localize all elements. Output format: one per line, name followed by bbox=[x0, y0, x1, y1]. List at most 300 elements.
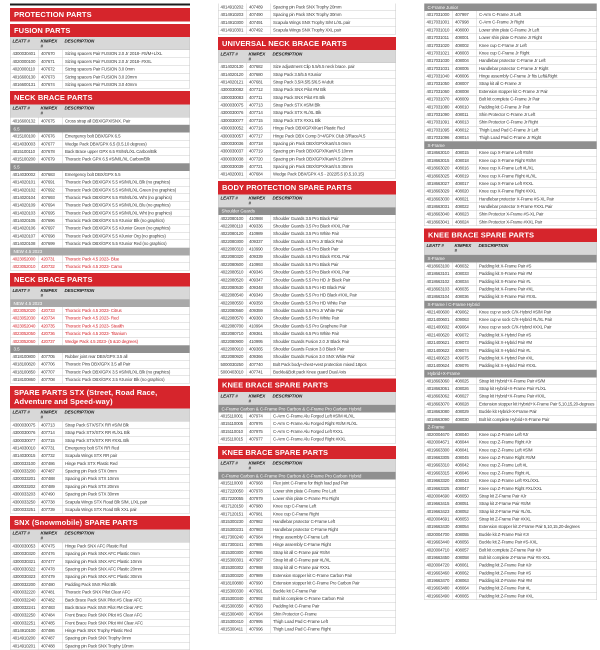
part-row bbox=[11, 171, 190, 179]
part-row bbox=[425, 477, 597, 485]
desc-cell: Shoulder Guards 5.5 Pro Jr White Pair bbox=[271, 307, 396, 314]
part-row bbox=[425, 57, 597, 65]
kimpex-cell: 409075 bbox=[453, 354, 477, 361]
desc-cell: Spacing pin Pack DBX/GPX/Kart/4.5 0mm bbox=[271, 140, 396, 147]
leatt-cell: 4014910301 bbox=[219, 27, 247, 34]
leatt-cell: 4023052030 bbox=[11, 315, 39, 322]
leatt-cell: 4022080700 bbox=[219, 322, 247, 329]
group-subheader: X-Frame / C-Frame Hybrid bbox=[424, 301, 597, 309]
kimpex-cell: 407693 bbox=[39, 194, 63, 201]
desc-cell: Strap Pack 3.5/5.5 #Junior bbox=[271, 71, 396, 78]
desc-cell: Knee cup C-Frame Right bbox=[271, 510, 396, 517]
kimpex-cell: 407489 bbox=[39, 483, 63, 490]
leatt-cell: 4022080900 bbox=[219, 338, 247, 345]
desc-cell: Shoulder Guards 5.5 Pro HD Black #XXL Pair bbox=[271, 292, 396, 299]
kimpex-cell: 408023 bbox=[453, 211, 477, 218]
desc-cell: Spacing pin Pack SNX AFC Plastic 20mm bbox=[63, 566, 190, 573]
column-header-cell: KIMPEX # bbox=[39, 287, 63, 300]
kimpex-cell: 407684 bbox=[247, 171, 271, 178]
desc-cell: Shoulder Guards 5.5 Pro Black Pair bbox=[271, 261, 396, 268]
kimpex-cell: 407977 bbox=[247, 436, 271, 443]
kimpex-cell: 407675 bbox=[39, 117, 63, 124]
column-header-cell: KIMPEX # bbox=[39, 37, 63, 50]
leatt-cell: 4017120150 bbox=[219, 503, 247, 510]
desc-cell: Shoulder Guards 4.5 Pro Black Pair bbox=[271, 246, 396, 253]
part-row bbox=[219, 155, 396, 163]
kimpex-cell: 407483 bbox=[39, 604, 63, 611]
desc-cell: Padding kit C-Frame Jr Pair bbox=[477, 103, 597, 110]
desc-cell: Buckle kit Z-Frame Pair #Jr bbox=[477, 531, 597, 538]
table-body bbox=[10, 171, 190, 248]
part-row bbox=[11, 573, 190, 581]
leatt-cell: 4017031060 bbox=[425, 88, 453, 95]
part-row bbox=[219, 19, 396, 27]
group-subheader: 3.5 bbox=[10, 345, 190, 353]
leatt-cell: 4300030320 bbox=[11, 550, 39, 557]
leatt-cell: 4015300330 bbox=[219, 587, 247, 594]
leatt-cell: 4021400600 bbox=[425, 308, 453, 315]
desc-cell: Strap Pack STX/STX RR #L/XL Blk bbox=[63, 429, 190, 436]
desc-cell: Shin Protector X-Frame #S-XL Pair bbox=[477, 211, 597, 218]
leatt-cell: 4300033203 bbox=[11, 491, 39, 498]
part-row bbox=[219, 253, 396, 261]
leatt-cell: 4022080310 bbox=[219, 246, 247, 253]
desc-cell: Thoracic Pack 4.5 2023- Red bbox=[63, 315, 190, 322]
desc-cell: Back Brace Pack SNX Pilot #S Clear AFC bbox=[63, 596, 190, 603]
leatt-cell: 4017031031 bbox=[425, 65, 453, 72]
part-row bbox=[425, 416, 597, 424]
leatt-cell: 4022080100 bbox=[219, 215, 247, 222]
table-header-row bbox=[218, 459, 396, 472]
desc-cell: Strap kit all C-Frame pair #S/M bbox=[271, 549, 396, 556]
kimpex-cell: 408028 bbox=[453, 400, 477, 407]
desc-cell: C-Arm C-Frame Alu Forged Left #S/M #L/XL bbox=[271, 413, 396, 420]
part-row bbox=[425, 188, 597, 196]
leatt-cell: 4022080510 bbox=[219, 269, 247, 276]
desc-cell: Front Brace Pack SNX Pilot #M Clear AFC bbox=[63, 619, 190, 626]
kimpex-cell: 407714 bbox=[247, 109, 271, 116]
leatt-cell: 4018663101 bbox=[425, 270, 453, 277]
leatt-cell: 4019663310 bbox=[425, 462, 453, 469]
leatt-cell: 4019663300 bbox=[425, 446, 453, 453]
desc-cell: Shoulder Guards 5.5 Pro HD Jr Black Pair bbox=[271, 276, 396, 283]
kimpex-cell: 408024 bbox=[453, 218, 477, 225]
part-row bbox=[11, 202, 190, 210]
leatt-cell: 4015300302 bbox=[219, 564, 247, 571]
leatt-cell: 4300032241 bbox=[11, 604, 39, 611]
column-header-cell: LEATT # bbox=[425, 242, 453, 255]
column-header-cell: LEATT # bbox=[11, 104, 39, 117]
desc-cell: Spacing pin Pack DBX/GPX/Kart/4.5 30mm bbox=[271, 163, 396, 170]
desc-cell: Thoracic Pack DBX/GPX 5.5 #Junior Blk (no graphics) bbox=[63, 217, 190, 224]
desc-cell: Thoracic Pack 4.5 2023- Stealth bbox=[63, 322, 190, 329]
kimpex-cell: 408033 bbox=[453, 270, 477, 277]
kimpex-cell: 408064 bbox=[453, 585, 477, 592]
kimpex-cell: 409337 bbox=[247, 238, 271, 245]
kimpex-cell: 408054 bbox=[453, 523, 477, 530]
leatt-cell: 4018663080 bbox=[425, 408, 453, 415]
desc-cell: Sizing spacers Pair FUSION 3.0 40mm bbox=[63, 81, 190, 88]
kimpex-cell: 410989 bbox=[247, 230, 271, 237]
table-body bbox=[10, 353, 190, 384]
part-row bbox=[425, 539, 597, 547]
desc-cell: Hinge Pack DBX/GPX/Kart Plastic Red bbox=[271, 125, 396, 132]
desc-cell: Wedge Pack DBX/GPX 6.5 (0.5.10 degrees) bbox=[63, 140, 190, 147]
part-row bbox=[219, 132, 396, 140]
part-row bbox=[11, 179, 190, 187]
kimpex-cell: 407698 bbox=[39, 232, 63, 239]
kimpex-cell: 407477 bbox=[39, 558, 63, 565]
kimpex-cell: 408032 bbox=[453, 262, 477, 269]
desc-cell: Padding Pack SNX Pilot Blk bbox=[63, 581, 190, 588]
part-row bbox=[11, 148, 190, 156]
part-row bbox=[425, 516, 597, 524]
kimpex-cell: 408001 bbox=[453, 34, 477, 41]
kimpex-cell: 407682 bbox=[247, 63, 271, 70]
kimpex-cell: 407478 bbox=[39, 566, 63, 573]
column-header-cell: LEATT # bbox=[11, 529, 39, 542]
desc-cell: Flex joint C-Frame for thigh load pad Pair bbox=[271, 480, 396, 487]
part-row bbox=[425, 34, 597, 42]
part-row bbox=[219, 587, 396, 595]
kimpex-cell: 407718 bbox=[247, 140, 271, 147]
part-row bbox=[11, 255, 190, 263]
desc-cell: Knee cup X-Frame Left #S/M bbox=[477, 149, 597, 156]
desc-cell: Spacing pin Pack STX 10mm bbox=[63, 475, 190, 482]
table-body bbox=[218, 480, 396, 634]
desc-cell: Knee cup X-Frame Right #XXL bbox=[477, 188, 597, 195]
desc-cell: Strap Pack STX #S/M Blk bbox=[271, 102, 396, 109]
kimpex-cell: 407476 bbox=[39, 550, 63, 557]
part-row bbox=[425, 96, 597, 104]
kimpex-cell: 408022 bbox=[453, 203, 477, 210]
part-row bbox=[219, 63, 396, 71]
leatt-cell: 4018663041 bbox=[425, 218, 453, 225]
kimpex-cell: 408040 bbox=[453, 431, 477, 438]
kimpex-cell: 407674 bbox=[39, 81, 63, 88]
desc-cell: C-Arm C-Frame Jr Left bbox=[477, 11, 597, 18]
table-header-row bbox=[424, 242, 597, 255]
kimpex-cell: 409076 bbox=[453, 362, 477, 369]
kimpex-cell: 409339 bbox=[247, 253, 271, 260]
desc-cell: Hinge Pack SNX Trophy Plastic Red bbox=[63, 627, 190, 634]
kimpex-cell: 408014 bbox=[453, 134, 477, 141]
part-row bbox=[11, 635, 190, 643]
part-row bbox=[11, 596, 190, 604]
part-row bbox=[219, 276, 396, 284]
column-header-cell: LEATT # bbox=[11, 408, 39, 421]
part-row bbox=[219, 428, 396, 436]
leatt-cell: 4018663010 bbox=[425, 149, 453, 156]
desc-cell: Shoulder Guards Fusion 3.0 SNX White Pair bbox=[271, 353, 396, 360]
kimpex-cell: 407491 bbox=[247, 19, 271, 26]
leatt-cell: 4018663027 bbox=[425, 180, 453, 187]
table-body bbox=[10, 117, 190, 125]
leatt-cell: 4022080500 bbox=[219, 261, 247, 268]
kimpex-cell: 408042 bbox=[453, 462, 477, 469]
part-row bbox=[11, 50, 190, 58]
leatt-cell: 4019663320 bbox=[425, 477, 453, 484]
leatt-cell: 4300032251 bbox=[11, 619, 39, 626]
part-row bbox=[11, 232, 190, 240]
kimpex-cell: 407707 bbox=[39, 368, 63, 375]
part-row bbox=[219, 27, 396, 35]
leatt-cell: 4017031011 bbox=[425, 34, 453, 41]
part-row bbox=[425, 523, 597, 531]
part-row bbox=[425, 88, 597, 96]
kimpex-cell: 407996 bbox=[247, 626, 271, 633]
desc-cell: Spacing pin Pack SNX AFC Plastic 0mm bbox=[63, 550, 190, 557]
kimpex-cell: 408010 bbox=[453, 103, 477, 110]
kimpex-cell: 407720 bbox=[247, 155, 271, 162]
leatt-cell: 4017031050 bbox=[425, 80, 453, 87]
kimpex-cell: 420731 bbox=[39, 255, 63, 262]
part-row bbox=[425, 347, 597, 355]
desc-cell: Thoracic Pack 4.5 2023- Citrus bbox=[63, 307, 190, 314]
column-header-cell: LEATT # bbox=[219, 392, 247, 405]
kimpex-cell: 407990 bbox=[247, 580, 271, 587]
part-row bbox=[425, 278, 597, 286]
desc-cell: Spacing pin Pack STX 30mm bbox=[63, 491, 190, 498]
column-header-cell: DESCRIPTION bbox=[271, 50, 396, 63]
kimpex-cell: 407719 bbox=[247, 148, 271, 155]
desc-cell: Lower shin plate C-Frame Jr Left bbox=[477, 26, 597, 33]
leatt-cell: 4300030052 bbox=[219, 125, 247, 132]
kimpex-cell: 407714 bbox=[39, 429, 63, 436]
column-header-cell: KIMPEX # bbox=[453, 242, 477, 255]
part-row bbox=[219, 238, 396, 246]
desc-cell: Shoulder Guards 4.5 Pro Jr Black Pair bbox=[271, 238, 396, 245]
desc-cell: Knee cup Z-Frame Right #Jr bbox=[477, 439, 597, 446]
leatt-cell: 4016600132 bbox=[11, 117, 39, 124]
kimpex-cell: 408003 bbox=[453, 49, 477, 56]
part-row bbox=[219, 86, 396, 94]
desc-cell: Bolt Pack body+chest+vest protection mixed 18pcs bbox=[271, 361, 396, 368]
table-body bbox=[218, 413, 396, 444]
desc-cell: Handlebar protector C-Frame Jr Left bbox=[477, 57, 597, 64]
leatt-cell: 4300030323 bbox=[11, 573, 39, 580]
part-row bbox=[425, 103, 597, 111]
part-row bbox=[11, 498, 190, 506]
group-subheader: NEW 4.5 2023 bbox=[10, 300, 190, 308]
part-row bbox=[219, 595, 396, 603]
leatt-cell: 4015300231 bbox=[219, 526, 247, 533]
part-row bbox=[11, 217, 190, 225]
part-row bbox=[11, 612, 190, 620]
table-header-row bbox=[10, 104, 190, 117]
leatt-cell: 4018663025 bbox=[425, 172, 453, 179]
desc-cell: Lower shin plate C-Frame Jr Right bbox=[477, 34, 597, 41]
leatt-cell: 4022080120 bbox=[219, 230, 247, 237]
kimpex-cell: 407475 bbox=[39, 542, 63, 549]
section-banner: KNEE BRACE SPARE PARTS bbox=[218, 446, 396, 459]
desc-cell: Thoracic Pack DBX/GPX 3.5 #S/M/L/XL Blk (no graphics) bbox=[63, 368, 190, 375]
part-row bbox=[219, 299, 396, 307]
leatt-cell: 4014030002 bbox=[11, 171, 39, 178]
leatt-cell: 4300032200 bbox=[11, 581, 39, 588]
kimpex-cell: 407705 bbox=[39, 353, 63, 360]
part-row bbox=[11, 627, 190, 635]
kimpex-cell: 407481 bbox=[39, 589, 63, 596]
desc-cell: Emergency bolt DBX/GPX 5.5 bbox=[63, 171, 190, 178]
desc-cell: Shin Protector X-Frame #XXL Pair bbox=[477, 218, 597, 225]
part-row bbox=[425, 11, 597, 19]
kimpex-cell: 408007 bbox=[453, 80, 477, 87]
part-row bbox=[219, 503, 396, 511]
kimpex-cell: 408021 bbox=[453, 195, 477, 202]
table-body bbox=[218, 63, 396, 178]
part-row bbox=[11, 558, 190, 566]
desc-cell: Hinge assembly C-Frame Jr fits Left&Right bbox=[477, 73, 597, 80]
leatt-cell: 4018663030 bbox=[425, 195, 453, 202]
kimpex-cell: 408036 bbox=[453, 293, 477, 300]
part-row bbox=[425, 431, 597, 439]
kimpex-cell: 408013 bbox=[453, 119, 477, 126]
column-header-cell: KIMPEX # bbox=[247, 50, 271, 63]
part-row bbox=[219, 230, 396, 238]
kimpex-cell: 407691 bbox=[39, 179, 63, 186]
desc-cell: Strap Pack STX #XXL Blk bbox=[271, 117, 396, 124]
desc-cell: Knee cup w sock C/X-Hybrid #XXL Pair bbox=[477, 324, 597, 331]
kimpex-cell: 407696 bbox=[39, 217, 63, 224]
section-banner: SPARE PARTS STX (Street, Road Race, Adventure and Speed-way) bbox=[10, 386, 190, 408]
desc-cell: Strap kit all C-Frame Jr bbox=[477, 80, 597, 87]
leatt-cell: 4017120151 bbox=[219, 510, 247, 517]
desc-cell: Shin Protector C-Frame Jr Left bbox=[477, 111, 597, 118]
table-body bbox=[424, 11, 597, 142]
leatt-cell: 4020004690 bbox=[425, 492, 453, 499]
table-header-row bbox=[10, 529, 190, 542]
kimpex-cell: 408058 bbox=[453, 554, 477, 561]
desc-cell: Thoracic Pins DBX/GPX 3.5 all Pair bbox=[63, 361, 190, 368]
group-subheader: C-Frame Junior bbox=[424, 4, 597, 12]
desc-cell: Thoracic Pack DBX/GPX 5.5 #S/M/L/XL Green (no graphics) bbox=[63, 186, 190, 193]
kimpex-cell: 407738 bbox=[39, 498, 63, 505]
leatt-cell: 4300030083 bbox=[219, 94, 247, 101]
part-row bbox=[425, 500, 597, 508]
leatt-cell: 4017300241 bbox=[219, 541, 247, 548]
kimpex-cell: 410995 bbox=[247, 338, 271, 345]
leatt-cell: 4019663315 bbox=[425, 469, 453, 476]
desc-cell: Buckle kit Hybrid+X-Frame Pair bbox=[477, 408, 597, 415]
desc-cell: Strap kit Z-Frame Pair #L/XL bbox=[477, 508, 597, 515]
part-row bbox=[425, 119, 597, 127]
desc-cell: Strap kit Z-Frame Pair #Jr bbox=[477, 492, 597, 499]
section-banner: KNEE BRACE SPARE PARTS bbox=[218, 379, 396, 392]
desc-cell: Shoulder Guards 3.5 Pro Black Pair bbox=[271, 215, 396, 222]
desc-cell: Strap Pack STX #L/XL Blk bbox=[271, 109, 396, 116]
desc-cell: Thoracic Pack GPX 6.5 #S/M/L/XL Carbon/Blk bbox=[63, 156, 190, 163]
desc-cell: Strap Pack 3.5/4.5/5.5/6.5 #Adult bbox=[271, 78, 396, 85]
leatt-cell: 4022080920 bbox=[219, 353, 247, 360]
part-row bbox=[219, 572, 396, 580]
group-subheader: X-Frame bbox=[424, 142, 597, 150]
part-row bbox=[219, 413, 396, 421]
part-row bbox=[11, 315, 190, 323]
leatt-cell: 4015300320 bbox=[219, 572, 247, 579]
kimpex-cell: 407982 bbox=[247, 518, 271, 525]
leatt-cell: 4022080550 bbox=[219, 299, 247, 306]
kimpex-cell: 408012 bbox=[453, 126, 477, 133]
leatt-cell: 4015110000 bbox=[219, 480, 247, 487]
part-row bbox=[11, 468, 190, 476]
kimpex-cell: 407492 bbox=[247, 27, 271, 34]
kimpex-cell: 410990 bbox=[247, 246, 271, 253]
desc-cell: Shoulder Guards Fusion 2.0 Jr Black Pair bbox=[271, 338, 396, 345]
desc-cell: Shoulder Guards 3.5 Pro White Pair bbox=[271, 230, 396, 237]
kimpex-cell: 407708 bbox=[39, 376, 63, 383]
part-row bbox=[219, 330, 396, 338]
part-row bbox=[425, 439, 597, 447]
desc-cell: Extension stopper kit C-Frame Pro Carbon Pair bbox=[271, 580, 396, 587]
part-row bbox=[11, 452, 190, 460]
kimpex-cell: 409063 bbox=[453, 316, 477, 323]
part-row bbox=[219, 171, 396, 179]
desc-cell: Sizing spacers Pair FUSION 3.0 20mm bbox=[63, 73, 190, 80]
section-banner: FUSION PARTS bbox=[10, 24, 190, 37]
part-row bbox=[219, 557, 396, 565]
kimpex-cell: 407482 bbox=[39, 596, 63, 603]
kimpex-cell: 407739 bbox=[39, 506, 63, 513]
part-row bbox=[219, 510, 396, 518]
leatt-cell: 4300032240 bbox=[11, 596, 39, 603]
leatt-cell: 4021400623 bbox=[425, 354, 453, 361]
leatt-cell: 4020004700 bbox=[425, 531, 453, 538]
leatt-cell: 4021400622 bbox=[425, 347, 453, 354]
group-subheader: NEW 4.5 2023 bbox=[10, 248, 190, 256]
part-row bbox=[219, 11, 396, 19]
group-subheader: Z-Frame bbox=[424, 423, 597, 431]
column-header-cell: KIMPEX # bbox=[247, 194, 271, 207]
part-row bbox=[219, 610, 396, 618]
kimpex-cell: 408017 bbox=[453, 180, 477, 187]
leatt-cell: 4300030401 bbox=[11, 50, 39, 57]
desc-cell: Handlebar protector C-Frame Left bbox=[271, 518, 396, 525]
kimpex-cell: 409360 bbox=[247, 315, 271, 322]
leatt-cell: 4023052000 bbox=[11, 255, 39, 262]
kimpex-cell: 409365 bbox=[247, 345, 271, 352]
part-row bbox=[425, 42, 597, 50]
kimpex-cell: 407697 bbox=[39, 225, 63, 232]
part-row bbox=[219, 261, 396, 269]
part-row bbox=[219, 117, 396, 125]
part-row bbox=[425, 19, 597, 27]
kimpex-cell: 407994 bbox=[247, 610, 271, 617]
catalog-column bbox=[10, 4, 190, 650]
desc-cell: Padding kit X-Frame Pair #XL bbox=[477, 285, 597, 292]
desc-cell: Knee cup Z-Frame Right #L bbox=[477, 469, 597, 476]
leatt-cell: 4018100850 bbox=[11, 368, 39, 375]
kimpex-cell: 409062 bbox=[453, 308, 477, 315]
leatt-cell: 4015110001 bbox=[219, 413, 247, 420]
kimpex-cell: 409346 bbox=[247, 269, 271, 276]
desc-cell: Strap kit Z-Frame Pair #XXL bbox=[477, 516, 597, 523]
desc-cell: Padding kit Z-Frame Pair #M bbox=[477, 577, 597, 584]
part-row bbox=[219, 564, 396, 572]
leatt-cell: 4023052060 bbox=[11, 338, 39, 345]
kimpex-cell: 410988 bbox=[247, 215, 271, 222]
column-header-cell: DESCRIPTION bbox=[271, 459, 396, 472]
leatt-cell: 4018663090 bbox=[425, 416, 453, 423]
leatt-cell: 4015100200 bbox=[11, 156, 39, 163]
leatt-cell: 4020004691 bbox=[425, 516, 453, 523]
part-row bbox=[425, 324, 597, 332]
desc-cell: Padding kit X-Frame Pair #L bbox=[477, 278, 597, 285]
leatt-cell: 4018100800 bbox=[11, 353, 39, 360]
desc-cell: Bolt kit complete Hybrid+X-Frame Pair bbox=[477, 416, 597, 423]
kimpex-cell: 408004 bbox=[453, 57, 477, 64]
leatt-cell: 4017031096 bbox=[425, 134, 453, 141]
